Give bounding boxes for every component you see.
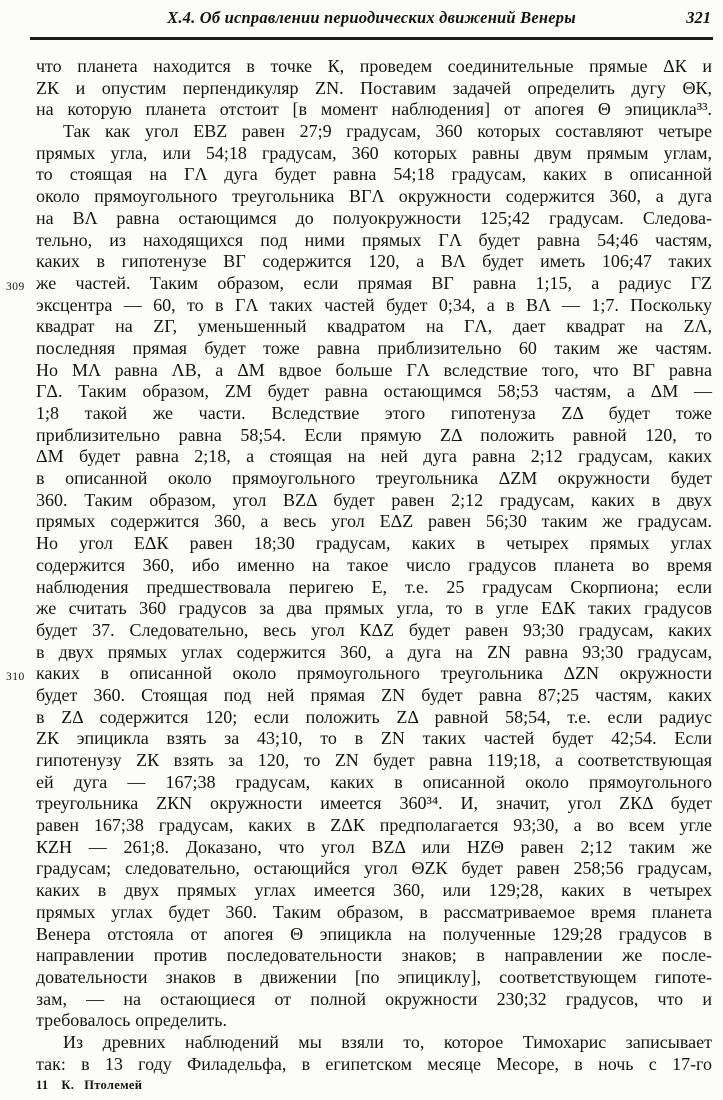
text-line: каких в гипотенузе ВГ содержится 120, а ВΛ будет иметь 106;47 таких xyxy=(36,251,712,272)
header-rule xyxy=(30,37,713,40)
text-line: равен 167;38 градусам, каких в ZΔК предполагается 93;30, а во всем угле xyxy=(36,815,712,836)
text-line: Но угол ЕΔК равен 18;30 градусам, каких в четырех прямых углах xyxy=(36,533,712,554)
text-line: КZН — 261;8. Доказано, что угол ВZΔ или НZΘ равен 2;12 таким же xyxy=(36,836,712,857)
text-line: Но МΛ равна ΛВ, а ΔМ вдвое больше ГΛ вследствие того, что ВГ равна xyxy=(36,359,712,380)
text-line: тельно, из находящихся под ними прямых ГΛ будет равна 54;46 частям, xyxy=(36,229,712,250)
text-line: приблизительно равна 58;54. Если прямую ZΔ положить равной 120, то xyxy=(36,424,712,445)
footer-author-initial: К. xyxy=(61,1078,75,1092)
text-line: на ВΛ равна остающимся до полуокружности 125;42 градусам. Следова- xyxy=(36,207,712,228)
text-line: каких в двух прямых углах имеется 360, или 129;28, каких в четырех xyxy=(36,880,712,901)
text-line: ΔМ будет равна 2;18, а стоящая на ней дуга равна 2;12 градусам, каких xyxy=(36,446,712,467)
text-line: ГΔ. Таким образом, ZМ будет равна остающимся 58;53 частям, а ΔМ — xyxy=(36,381,712,402)
text-line: направлении против последовательности знаков; в направлении же после- xyxy=(36,945,712,966)
text-line: каких в описанной около прямоугольного треугольника ΔZN окружности 310 xyxy=(36,663,712,685)
text-line: в ZΔ содержится 120; если положить ZΔ равной 58;54, т.е. если радиус xyxy=(36,706,712,727)
text-line: Венера отстояла от апогея Θ эпицикла на полученные 129;28 градусов в xyxy=(36,923,712,944)
text-line: наблюдения предшествовала перигею Е, т.е. 25 градусам Скорпиона; если xyxy=(36,576,712,597)
text-line: довательности знаков в движении [по эпициклу], соответствующем гипоте- xyxy=(36,966,712,987)
text-line: эксцентра — 60, то в ГΛ таких частей будет 0;34, а в ВΛ — 1;7. Поскольку xyxy=(36,294,712,315)
text-line: в двух прямых углах содержится 360, а дуга на ZN равна 93;30 градусам, xyxy=(36,641,712,662)
text-line: 1;8 такой же части. Вследствие этого гипотенуза ZΔ будет тоже xyxy=(36,403,712,423)
text-line: около прямоугольного треугольника ВГΛ окружности содержится 360, а дуга xyxy=(36,186,712,207)
body-text xyxy=(6,56,712,1075)
text-line: будет 37. Следовательно, весь угол КΔZ будет равен 93;30 градусам, каких xyxy=(36,619,712,640)
text-line: зам, — на остающиеся от полной окружности 230;32 градусов, что и xyxy=(36,988,712,1009)
text-line: последняя прямая будет тоже равна приблизительно 60 таким же частям. xyxy=(36,337,712,358)
page-footer xyxy=(36,1078,142,1093)
text-line: Так как угол ЕВZ равен 27;9 градусам, 360 которых составляют четыре xyxy=(63,121,712,142)
text-line: же частей. Таким образом, если прямая ВГ равна 1;15, а радиус ГZ 309 xyxy=(36,273,712,295)
page-header xyxy=(30,6,713,32)
text-line: квадрат на ZГ, уменьшенный квадратом на ГΛ, дает квадрат на ZΛ, xyxy=(36,316,712,337)
text-line: так: в 13 году Филадельфа, в египетском месяце Месоре, в ночь с 17-го xyxy=(36,1053,712,1074)
text-line: 360. Таким образом, угол ВZΔ будет равен 2;12 градусам, каких в двух xyxy=(36,489,712,510)
footer-author-name: Птолемей xyxy=(84,1078,143,1092)
text-line: ей дуга — 167;38 градусам, каких в описанной около прямоугольного xyxy=(36,771,712,792)
text-line: прямых углах будет 360. Таким образом, в рассматриваемое время планета xyxy=(36,901,712,922)
text-line: же считать 360 градусов за два прямых угла, то в угле ЕΔК таких градусов xyxy=(36,598,712,619)
text-line: треугольника ZКN окружности имеется 360³⁴. И, значит, угол ZКΔ будет xyxy=(36,793,712,814)
text-line: прямых содержится 360, а весь угол ЕΔZ равен 56;30 таким же градусам. xyxy=(36,511,712,532)
text-line: будет 360. Стоящая под ней прямая ZN будет равна 87;25 частям, каких xyxy=(36,684,712,705)
text-line: то стоящая на ГΛ дуга будет равна 54;18 градусам, каких в описанной xyxy=(36,164,712,185)
text-line: что планета находится в точке К, проведем соединительные прямые ΔК и xyxy=(36,56,712,76)
text-line: гипотенузу ZК взять за 120, то ZN будет равна 119;18, а соответствующая xyxy=(36,750,712,770)
text-line: прямых угла, или 54;18 градусам, 360 которых равны двум прямым углам, xyxy=(36,142,712,163)
footer-signature-number: 11 xyxy=(36,1078,49,1092)
text-line: градусам; следовательно, остающийся угол ΘZК будет равен 258;56 градусам, xyxy=(36,858,712,879)
text-line: содержится 360, ибо именно на такое число градусов планета во время xyxy=(36,554,712,575)
text-line: в описанной около прямоугольного треугольника ΔZМ окружности будет xyxy=(36,468,712,489)
running-title: Х.4. Об исправлении периодических движений Венеры xyxy=(167,8,576,27)
text-line: ZК и опустим перпендикуляр ZN. Поставим задачей определить дугу ΘК, xyxy=(36,77,712,98)
margin-page-number: 310 xyxy=(6,671,25,684)
margin-page-number: 309 xyxy=(6,280,25,293)
page-number: 321 xyxy=(686,8,711,27)
text-line: Из древних наблюдений мы взяли то, которое Тимохарис записывает xyxy=(63,1031,712,1052)
text-line: требовалось определить. xyxy=(36,1010,227,1031)
text-line: ZК эпицикла взять за 43;10, то в ZN таких частей будет 42;54. Если xyxy=(36,728,712,749)
text-line: на которую планета отстоит [в момент наблюдения] от апогея Θ эпицикла³³. xyxy=(36,99,712,120)
